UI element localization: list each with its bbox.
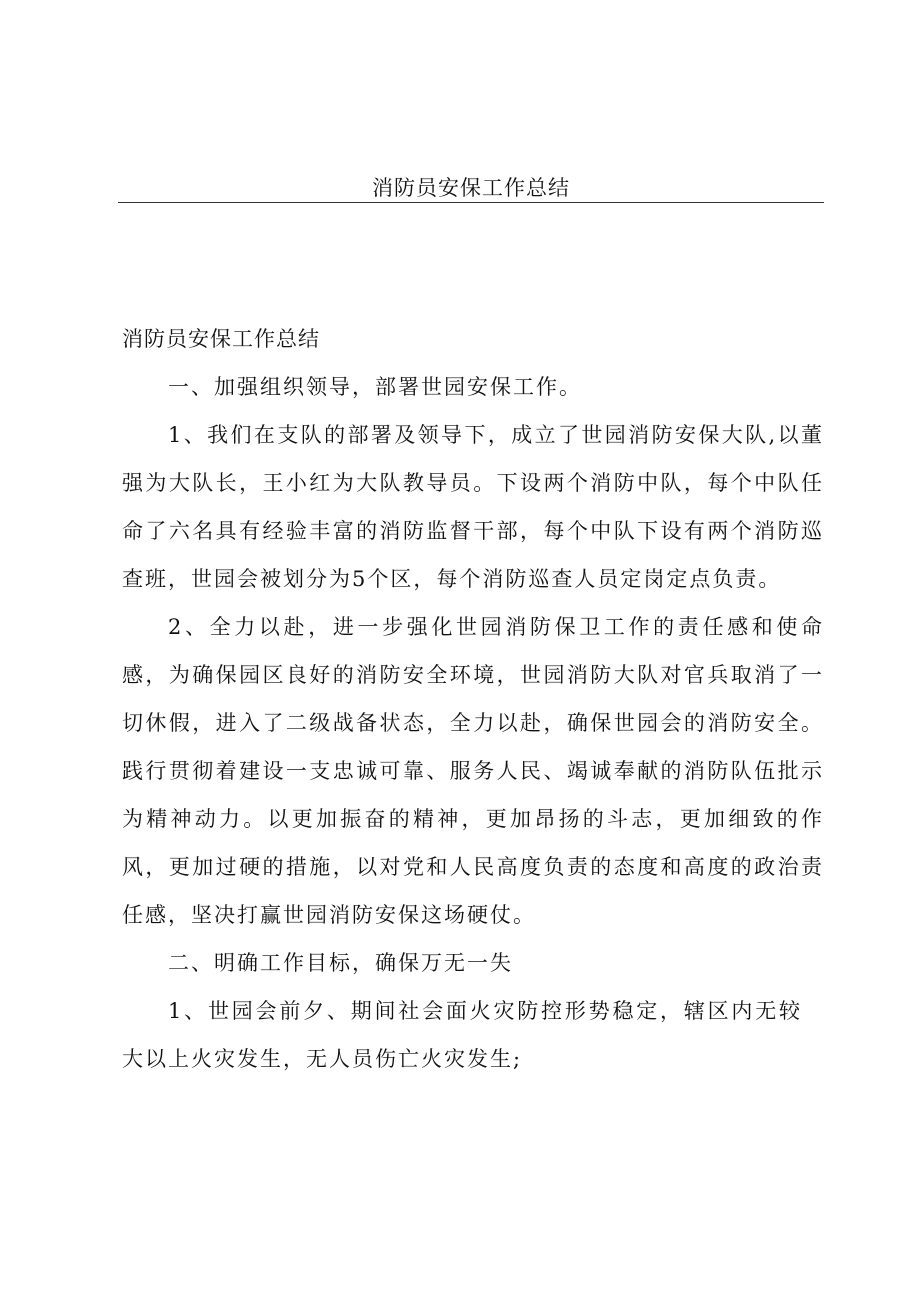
paragraph-1: 1、我们在支队的部署及领导下，成立了世园消防安保大队,以董强为大队长，王小红为大队教导员。下设两个消防中队，每个中队任命了六名具有经验丰富的消防监督干部，每个中队下设有两个消防巡查班，世园会被划分为5个区，每个消防巡查人员定岗定点负责。 bbox=[122, 423, 824, 591]
paragraph-3: 1、世园会前夕、期间社会面火灾防控形势稳定，辖区内无较大以上火灾发生，无人员伤亡火灾发生; bbox=[122, 999, 802, 1071]
section-heading-1: 一、加强组织领导，部署世园安保工作。 bbox=[168, 375, 582, 399]
section-heading-2: 二、明确工作目标，确保万无一失 bbox=[168, 951, 513, 975]
header-title: 消防员安保工作总结 bbox=[372, 176, 570, 200]
paragraph-2: 2、全力以赴，进一步强化世园消防保卫工作的责任感和使命感，为确保园区良好的消防安全环境，世园消防大队对官兵取消了一切休假，进入了二级战备状态，全力以赴，确保世园会的消防安全。践行贯彻着建设一支忠诚可靠、服务人民、竭诚奉献的消防队伍批示为精神动力。以更加振奋的精神，更加昂扬的斗志，更加细致的作风，更加过硬的措施，以对党和人民高度负责的态度和高度的政治责任感，坚决打赢世园消防安保这场硬仗。 bbox=[122, 615, 824, 927]
document-title: 消防员安保工作总结 bbox=[122, 327, 320, 351]
page-header bbox=[118, 168, 824, 203]
document-body bbox=[122, 315, 824, 1083]
